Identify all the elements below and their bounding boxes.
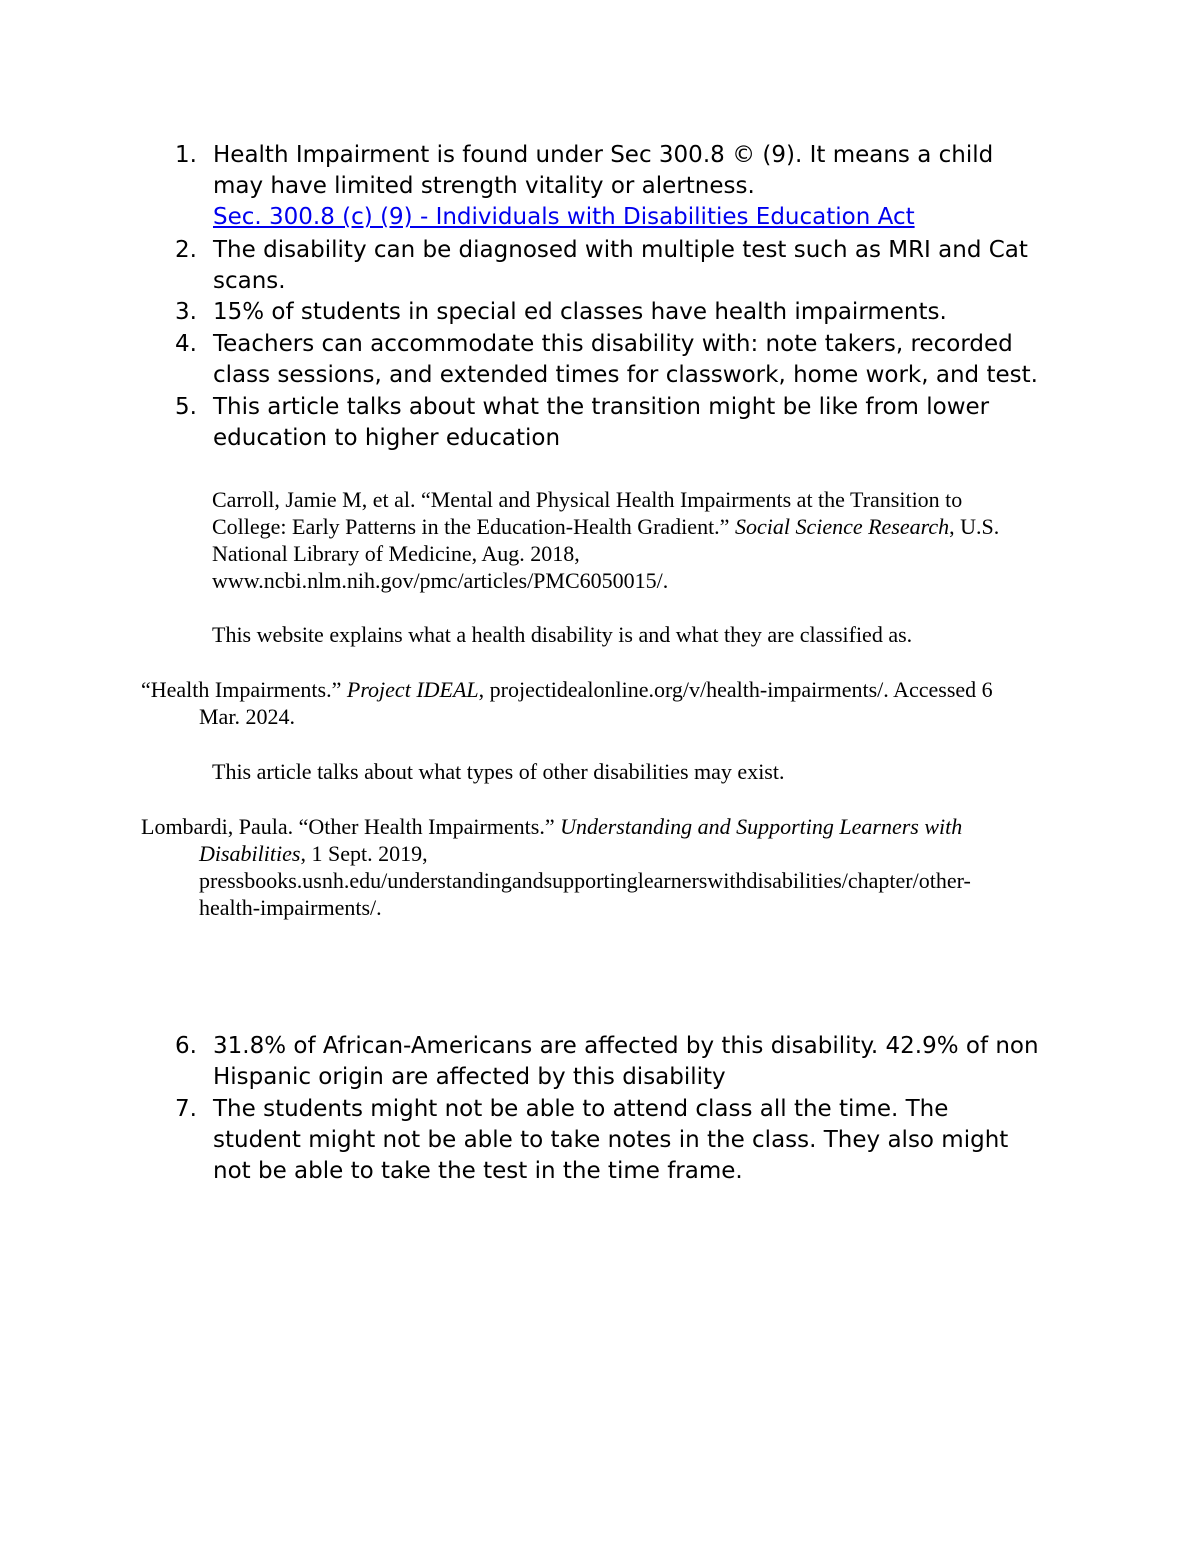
citation-note-carroll: This website explains what a health disability is and what they are classified as.: [212, 622, 913, 647]
idea-sec-300-8-link[interactable]: Sec. 300.8 (c) (9) - Individuals with Disabilities Education Act: [213, 204, 915, 230]
list-item-text: [213, 392, 989, 454]
list-number: 4.: [175, 331, 197, 357]
citation-line: pressbooks.usnh.edu/understandingandsupportinglearnerswithdisabilities/chapter/other-: [199, 868, 971, 893]
list-item-line: may have limited strength vitality or alertness.: [213, 173, 755, 199]
list-item-line: 31.8% of African-Americans are affected by this disability. 42.9% of non: [213, 1033, 1039, 1059]
list-number: 7.: [175, 1096, 197, 1122]
list-item-line: not be able to take the test in the time frame.: [213, 1158, 743, 1184]
list-item-text: [213, 297, 947, 328]
citation-line: www.ncbi.nlm.nih.gov/pmc/articles/PMC6050015/.: [212, 568, 669, 593]
list-number: 2.: [175, 237, 197, 263]
list-number: 6.: [175, 1033, 197, 1059]
list-item-line: scans.: [213, 268, 286, 294]
citation-line: Carroll, Jamie M, et al. “Mental and Physical Health Impairments at the Transition to: [212, 487, 963, 512]
list-item-text: [213, 235, 1028, 297]
list-item-line: education to higher education: [213, 425, 561, 451]
list-item-text: [213, 1094, 1008, 1187]
list-item-text: [213, 329, 1038, 391]
site-title: Project IDEAL: [346, 677, 479, 702]
list-item-line: The disability can be diagnosed with multiple test such as MRI and Cat: [213, 237, 1028, 263]
list-item-text: [213, 1031, 1039, 1093]
book-title: Understanding and Supporting Learners with: [560, 814, 963, 839]
list-item-line: class sessions, and extended times for classwork, home work, and test.: [213, 362, 1038, 388]
list-item-text: [213, 140, 993, 233]
journal-title: Social Science Research: [734, 514, 950, 539]
citation-line: “Health Impairments.” Project IDEAL, projectidealonline.org/v/health-impairments/. Accessed 6: [141, 677, 993, 702]
citation-carroll: [212, 486, 999, 594]
list-item-line: This article talks about what the transition might be like from lower: [213, 394, 990, 420]
citation-line: Disabilities, 1 Sept. 2019,: [199, 841, 428, 866]
list-item-line: 15% of students in special ed classes have health impairments.: [213, 299, 947, 325]
list-number: 3.: [175, 299, 197, 325]
list-item-line: The students might not be able to attend class all the time. The: [213, 1096, 949, 1122]
citation-line: Lombardi, Paula. “Other Health Impairments.” Understanding and Supporting Learners with: [141, 814, 963, 839]
citation-line: National Library of Medicine, Aug. 2018,: [212, 541, 580, 566]
citation-lombardi: [141, 813, 971, 921]
list-item-line: Health Impairment is found under Sec 300.8 © (9). It means a child: [213, 142, 994, 168]
list-item-line: Hispanic origin are affected by this disability: [213, 1064, 726, 1090]
citation-line: College: Early Patterns in the Education-Health Gradient.” Social Science Research, U.S.: [212, 514, 1000, 539]
citation-line: health-impairments/.: [199, 895, 382, 920]
list-number: 1.: [175, 142, 197, 168]
citation-project-ideal: [141, 676, 993, 730]
list-item-line: Teachers can accommodate this disability with: note takers, recorded: [213, 331, 1013, 357]
list-number: 5.: [175, 394, 197, 420]
citation-line: Mar. 2024.: [199, 704, 295, 729]
citation-note-ideal: This article talks about what types of other disabilities may exist.: [212, 759, 785, 784]
list-item-line: student might not be able to take notes in the class. They also might: [213, 1127, 1009, 1153]
book-title: Disabilities: [199, 841, 301, 866]
